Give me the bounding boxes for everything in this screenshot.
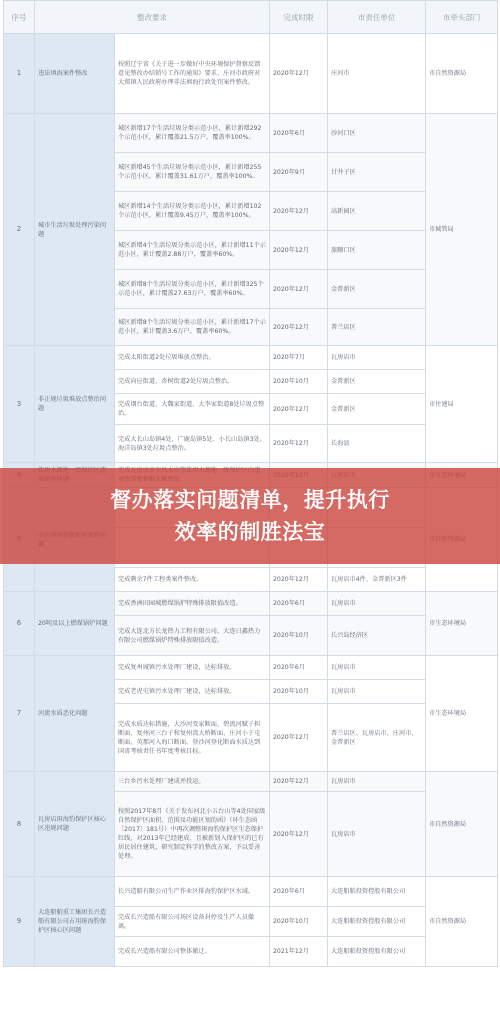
problem-name: 非正规垃圾堆放点整治问题 [35, 346, 115, 463]
row-index: 2 [4, 114, 35, 346]
deadline-cell: 2020年12月 [270, 34, 328, 114]
responsible-unit: 高新园区 [328, 192, 426, 231]
responsible-unit: 瓦房店市 [328, 656, 426, 680]
lead-department: 市自然资源局 [426, 772, 498, 877]
responsible-unit: 长兴岛经济区 [328, 616, 426, 656]
deadline-cell: 2020年12月 [270, 772, 328, 792]
requirement-text: 城区新增17个生活垃圾分类示范小区，累计新增292个示范小区，累计覆盖21.5万户，覆盖率100%。 [115, 114, 270, 153]
requirement-text: 城区新增14个生活垃圾分类示范小区，累计新增102个示范小区，累计覆盖9.45万户，覆盖率100%。 [115, 192, 270, 231]
deadline-cell: 2020年12月 [270, 192, 328, 231]
deadline-cell: 2020年9月 [270, 153, 328, 192]
requirement-text: 城区新增4个生活垃圾分类示范小区，累计新增11个示范小区，累计覆盖2.88万户，覆盖率60%。 [115, 231, 270, 270]
requirement-text: 完成香洲田园城燃煤锅炉特殊排放限值改造。 [115, 592, 270, 616]
responsible-unit: 沙河口区 [328, 114, 426, 153]
responsible-unit: 旅顺口区 [328, 231, 426, 270]
responsible-unit: 大连船舶投资控股有限公司 [328, 907, 426, 937]
responsible-unit: 金普新区 [328, 370, 426, 394]
requirement-text: 完成老虎屯镇污水处理厂建设，达标排放。 [115, 680, 270, 704]
responsible-unit: 瓦房店市 [328, 346, 426, 370]
banner-title-line1: 督办落实问题清单，提升执行 [110, 488, 390, 512]
problem-name: 瓦房店斑海豹保护区核心区违规问题 [35, 772, 115, 877]
responsible-unit: 瓦房店市 [328, 592, 426, 616]
deadline-cell: 2020年12月 [270, 394, 328, 425]
requirement-text: 完成长兴造船有限公司场区设备封停及生产人员撤离。 [115, 907, 270, 937]
requirement-text: 完成大长山岛镇4处、广鹿岛镇5处、小长山岛镇3处、海洋岛镇3处垃圾点整治。 [115, 425, 270, 463]
deadline-cell: 2020年10月 [270, 907, 328, 937]
requirement-text: 完成烟台街道、大魏家街道、大李家街道8处垃圾点整治。 [115, 394, 270, 425]
responsible-unit: 瓦房店市 [328, 680, 426, 704]
table-row [4, 34, 498, 114]
deadline-cell: 2020年12月 [270, 270, 328, 309]
row-index: 7 [4, 656, 35, 772]
responsible-unit: 瓦房店市 [328, 792, 426, 877]
responsible-unit: 长海县 [328, 425, 426, 463]
requirement-text: 按照辽宁省《关于进一步做好中央环境保护督察反馈意见整改办结销号工作的通知》要求，庄河市政府对大郑镇人民政府办理非法填海行政处罚案件整改。 [115, 34, 270, 114]
deadline-cell: 2020年6月 [270, 114, 328, 153]
deadline-cell: 2020年12月 [270, 425, 328, 463]
requirement-text: 完成太阳街道2处垃圾堆放点整治。 [115, 346, 270, 370]
table-row [4, 656, 498, 680]
header-requirement: 整改要求 [35, 1, 270, 34]
responsible-unit: 普兰店区、瓦房店市、庄河市、金普新区 [328, 704, 426, 772]
responsible-unit: 瓦房店市4件、金普新区3件 [328, 568, 426, 592]
table-row [4, 877, 498, 907]
deadline-cell: 2020年6月 [270, 656, 328, 680]
deadline-cell: 2020年12月 [270, 309, 328, 346]
responsible-unit: 金普新区 [328, 394, 426, 425]
requirement-text: 完成长兴造船有限公司整体撤迁。 [115, 937, 270, 967]
row-index: 8 [4, 772, 35, 877]
problem-name: 河流水质恶化问题 [35, 656, 115, 772]
deadline-cell: 2020年7月 [270, 346, 328, 370]
deadline-cell: 2020年12月 [270, 704, 328, 772]
lead-department: 市自然资源局 [426, 34, 498, 114]
responsible-unit: 甘井子区 [328, 153, 426, 192]
banner-title-line2: 效率的制胜法宝 [174, 520, 326, 544]
requirement-text: 完成大连北方长龙热力工程有限公司、大连日鑫热力有限公司燃煤锅炉特殊排放限值改造。 [115, 616, 270, 656]
requirement-text: 完成向应街道、杏树街道2处垃圾点整治。 [115, 370, 270, 394]
problem-name: 大连船舶重工集团长兴造船有限公司占用斑海豹保护区核心区问题 [35, 877, 115, 967]
responsible-unit: 庄河市 [328, 34, 426, 114]
deadline-cell: 2020年10月 [270, 370, 328, 394]
deadline-cell: 2020年12月 [270, 231, 328, 270]
deadline-cell: 2020年10月 [270, 680, 328, 704]
header-index: 序号 [4, 1, 35, 34]
requirement-text: 城区新增8个生活垃圾分类示范小区，累计新增325个示范小区，累计覆盖27.63万户，覆盖率60%。 [115, 270, 270, 309]
requirement-text: 城区新增8个生活垃圾分类示范小区，累计新增17个示范小区，累计覆盖3.6万户，覆盖率60%。 [115, 309, 270, 346]
responsible-unit: 大连船舶投资控股有限公司 [328, 937, 426, 967]
header-unit: 市责任单位 [328, 1, 426, 34]
responsible-unit: 大连船舶投资控股有限公司 [328, 877, 426, 907]
requirement-text: 三台乡污水处理厂建成并投运。 [115, 772, 270, 792]
row-index: 3 [4, 346, 35, 463]
requirement-text: 按照2017年8月《关于发布河北小五台山等4处国家级自然保护区面积、范围及功能区划的函》（环生态函〔2017〕181号）中再次调整斑海豹保护区生态保护红线，对2013年已经建成、且被新划入保护区的已有居民居住建筑，研究制定科学的整改方案，予以妥善处理。 [115, 792, 270, 877]
problem-name: 20吨及以上燃煤锅炉问题 [35, 592, 115, 656]
deadline-cell: 2020年12月 [270, 792, 328, 877]
requirement-text: 完成复州城镇污水处理厂建设，达标排放。 [115, 656, 270, 680]
requirement-text: 长兴造船有限公司生产作业区排海豹保护区水域。 [115, 877, 270, 907]
row-index: 6 [4, 592, 35, 656]
responsible-unit: 普兰店区 [328, 309, 426, 346]
table-row [4, 592, 498, 616]
deadline-cell: 2020年6月 [270, 877, 328, 907]
requirement-text: 城区新增45个生活垃圾分类示范小区，累计新增255个示范小区，累计覆盖31.61万户，覆盖率100%。 [115, 153, 270, 192]
problem-name: 城市生活垃圾处理污染问题 [35, 114, 115, 346]
responsible-unit: 瓦房店市 [328, 772, 426, 792]
deadline-cell: 2020年10月 [270, 616, 328, 656]
requirement-text: 完成剩余7件工程类案件整改。 [115, 568, 270, 592]
lead-department: 市自然资源局 [426, 877, 498, 967]
deadline-cell: 2020年12月 [270, 568, 328, 592]
requirement-text: 完成水质达标措施，大沙河变家断面、碧流河赋子担断面、复州河三台子和复州湾大桥断面、庄河小于屯断面、英那河入海口断面、登沙河登化断面水质达到国省考核责任书年度考核目标。 [115, 704, 270, 772]
deadline-cell: 2020年6月 [270, 592, 328, 616]
responsible-unit: 金普新区 [328, 270, 426, 309]
table-row [4, 346, 498, 370]
header-lead: 市牵头部门 [426, 1, 498, 34]
lead-department: 市城管局 [426, 114, 498, 346]
row-index: 9 [4, 877, 35, 967]
lead-department: 市住建局 [426, 346, 498, 463]
table-row [4, 772, 498, 792]
row-index: 1 [4, 34, 35, 114]
problem-name: 违法填海案件整改 [35, 34, 115, 114]
header-deadline: 完成时限 [270, 1, 328, 34]
lead-department: 市生态环境局 [426, 592, 498, 656]
title-banner [0, 468, 500, 564]
lead-department: 市生态环境局 [426, 656, 498, 772]
table-row [4, 114, 498, 153]
table-header-row [4, 1, 498, 34]
deadline-cell: 2021年12月 [270, 937, 328, 967]
